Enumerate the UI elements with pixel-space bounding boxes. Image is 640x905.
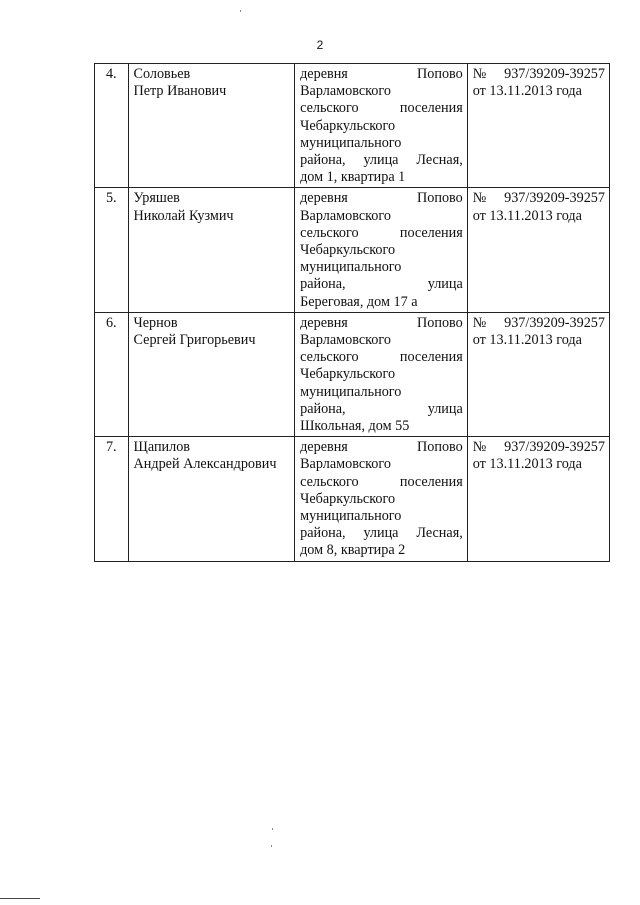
table-row xyxy=(95,64,610,188)
address-line: Варламовского xyxy=(300,207,391,224)
address-line: Варламовского xyxy=(300,332,391,349)
address-line: сельского поселения xyxy=(300,473,463,490)
address-line: деревня Попово xyxy=(300,314,463,331)
scan-speck xyxy=(240,10,241,12)
owner-name-line: Соловьев xyxy=(133,66,191,82)
address-line: муниципального xyxy=(300,383,402,400)
owner-name-line: Щапилов xyxy=(133,439,190,456)
address-line: деревня Попово xyxy=(300,439,463,456)
owner-address xyxy=(295,188,468,312)
row-number: 5. xyxy=(95,188,129,312)
address-line: района, улица Лесная, xyxy=(300,525,463,542)
row-number: 4. xyxy=(95,64,129,188)
address-line: дом 8, квартира 2 xyxy=(300,542,406,559)
registration-record: № 937/39209-39257 от 13.11.2013 года xyxy=(467,64,609,188)
address-line: Чебаркульского xyxy=(300,366,396,383)
address-line: муниципального xyxy=(300,259,402,276)
page-number: 2 xyxy=(316,38,324,52)
address-line: Варламовского xyxy=(300,83,391,100)
address-line: района, улица Лесная, xyxy=(300,152,463,169)
address-line: Чебаркульского xyxy=(300,117,396,134)
row-number: 6. xyxy=(95,312,129,436)
owners-table-body xyxy=(95,64,610,562)
owner-address xyxy=(295,437,468,561)
owner-name-line: Чернов xyxy=(133,314,178,331)
address-line: деревня Попово xyxy=(300,190,463,207)
owner-address xyxy=(295,64,468,188)
address-line: Школьная, дом 55 xyxy=(300,418,410,435)
address-line: муниципального xyxy=(300,508,402,525)
table-row xyxy=(95,437,610,561)
owner-address xyxy=(295,312,468,436)
scan-speck xyxy=(272,828,273,830)
address-line: сельского поселения xyxy=(300,224,463,241)
table-row xyxy=(95,188,610,312)
owner-name xyxy=(128,437,295,561)
address-line: сельского поселения xyxy=(300,100,463,117)
address-line: деревня Попово xyxy=(300,66,463,82)
address-line: Береговая, дом 17 а xyxy=(300,293,418,310)
address-line: муниципального xyxy=(300,134,402,151)
registration-record: № 937/39209-39257 от 13.11.2013 года xyxy=(467,188,609,312)
owner-name xyxy=(128,64,295,188)
address-line: района, улица xyxy=(300,276,463,293)
row-number: 7. xyxy=(95,437,129,561)
address-line: дом 1, квартира 1 xyxy=(300,169,406,186)
owner-name-line: Андрей Александрович xyxy=(133,456,277,473)
address-line: Варламовского xyxy=(300,456,391,473)
table-row xyxy=(95,312,610,436)
address-line: Чебаркульского xyxy=(300,490,396,507)
owner-name-line: Николай Кузмич xyxy=(133,207,234,224)
address-line: района, улица xyxy=(300,400,463,417)
owner-name-line: Уряшев xyxy=(133,190,180,207)
address-line: Чебаркульского xyxy=(300,242,396,259)
owner-name xyxy=(128,188,295,312)
owners-table xyxy=(94,63,610,562)
address-line: сельского поселения xyxy=(300,349,463,366)
scan-speck xyxy=(271,845,272,847)
registration-record: № 937/39209-39257 от 13.11.2013 года xyxy=(467,437,609,561)
owner-name-line: Сергей Григорьевич xyxy=(133,332,256,349)
owner-name xyxy=(128,312,295,436)
owner-name-line: Петр Иванович xyxy=(133,83,227,100)
bottom-rule xyxy=(0,898,40,899)
registration-record: № 937/39209-39257 от 13.11.2013 года xyxy=(467,312,609,436)
